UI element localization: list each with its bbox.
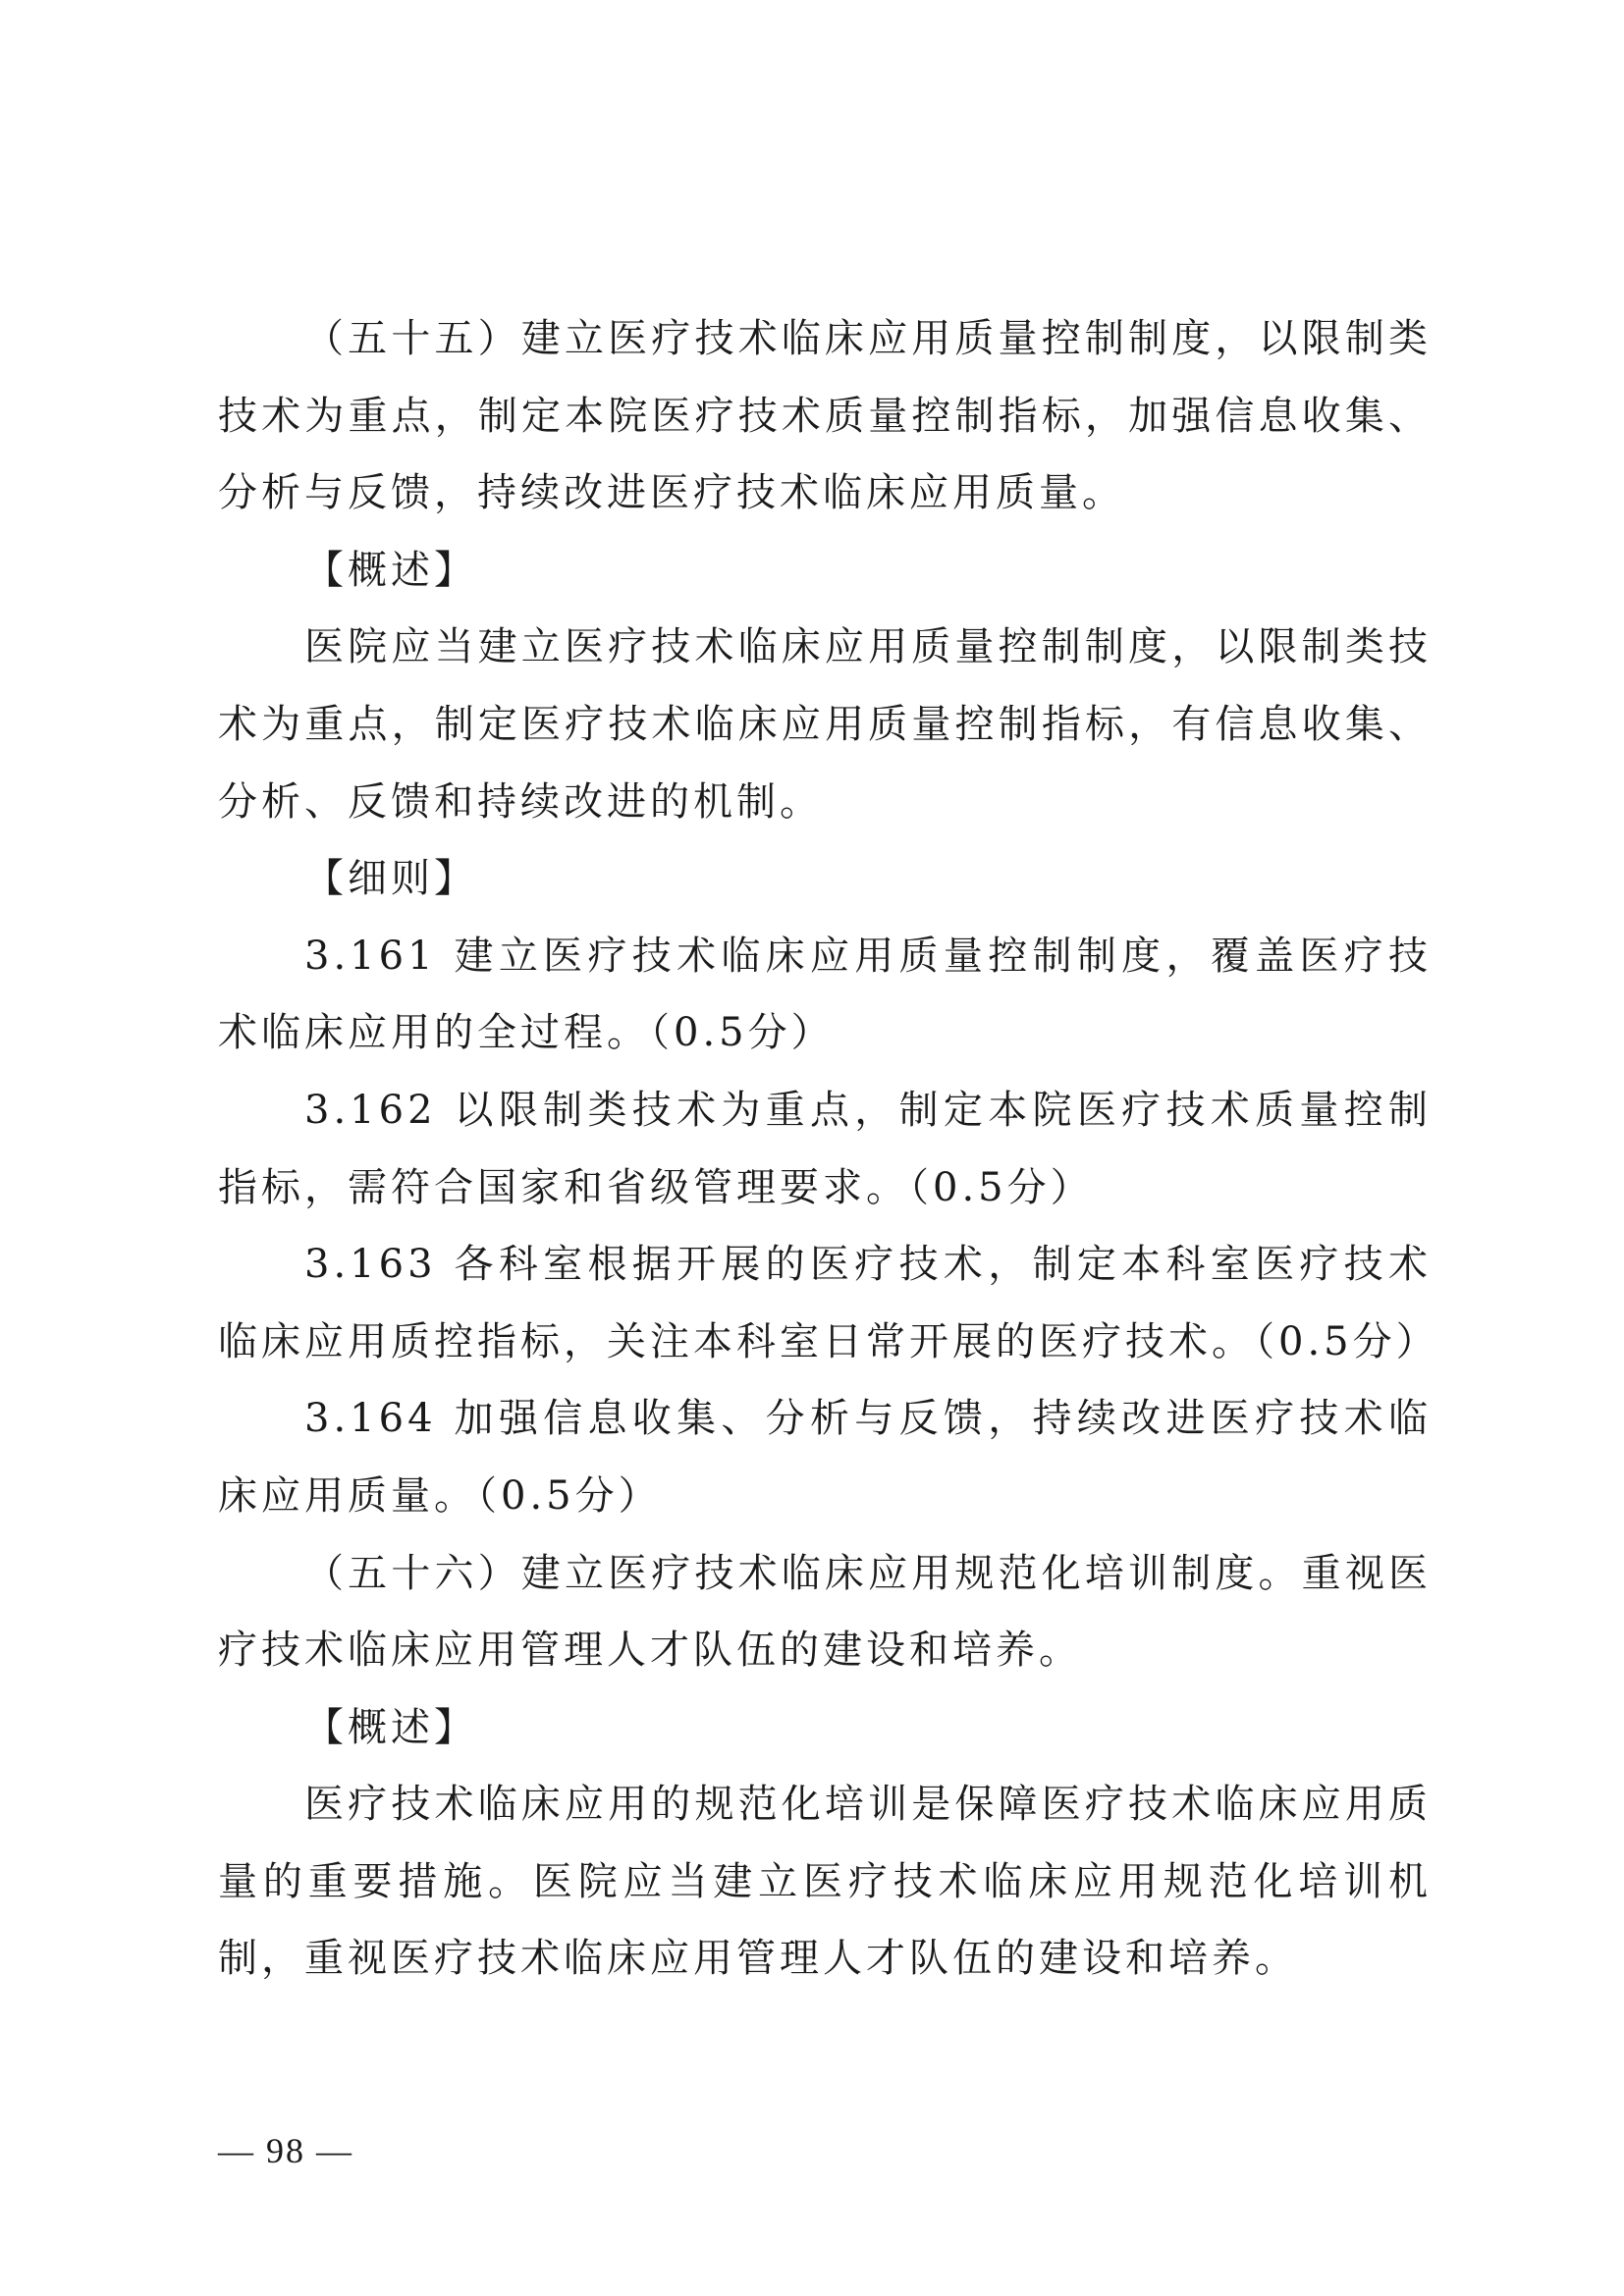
detail-item-3-163: 3.163 各科室根据开展的医疗技术，制定本科室医疗技术临床应用质控指标，关注本科室日常开展的医疗技术。（0.5分） [218,1242,1439,1364]
detail-item-3-162: 3.162 以限制类技术为重点，制定本院医疗技术质量控制指标，需符合国家和省级管理要求。（0.5分） [218,1087,1432,1210]
overview-paragraph-2: 医疗技术临床应用的规范化培训是保障医疗技术临床应用质量的重要措施。医院应当建立医疗技术临床应用规范化培训机制，重视医疗技术临床应用管理人才队伍的建设和培养。 [218,1782,1432,1982]
section-heading-overview-2: 【概述】 [304,1704,477,1750]
page-number: — 98 — [218,2131,353,2170]
overview-paragraph: 医院应当建立医疗技术临床应用质量控制制度，以限制类技术为重点，制定医疗技术临床应用质量控制指标，有信息收集、分析、反馈和持续改进的机制。 [218,624,1432,825]
section-heading-details: 【细则】 [304,856,477,902]
article-55-clause: （五十五）建立医疗技术临床应用质量控制制度，以限制类技术为重点，制定本院医疗技术质量控制指标，加强信息收集、分析与反馈，持续改进医疗技术临床应用质量。 [218,316,1432,516]
detail-item-3-164: 3.164 加强信息收集、分析与反馈，持续改进医疗技术临床应用质量。（0.5分） [218,1396,1432,1519]
detail-item-3-161: 3.161 建立医疗技术临床应用质量控制制度，覆盖医疗技术临床应用的全过程。（0.5分） [218,933,1432,1056]
body-text [218,300,1439,1998]
section-heading-overview: 【概述】 [304,547,477,593]
article-56-clause: （五十六）建立医疗技术临床应用规范化培训制度。重视医疗技术临床应用管理人才队伍的建设和培养。 [218,1550,1432,1674]
